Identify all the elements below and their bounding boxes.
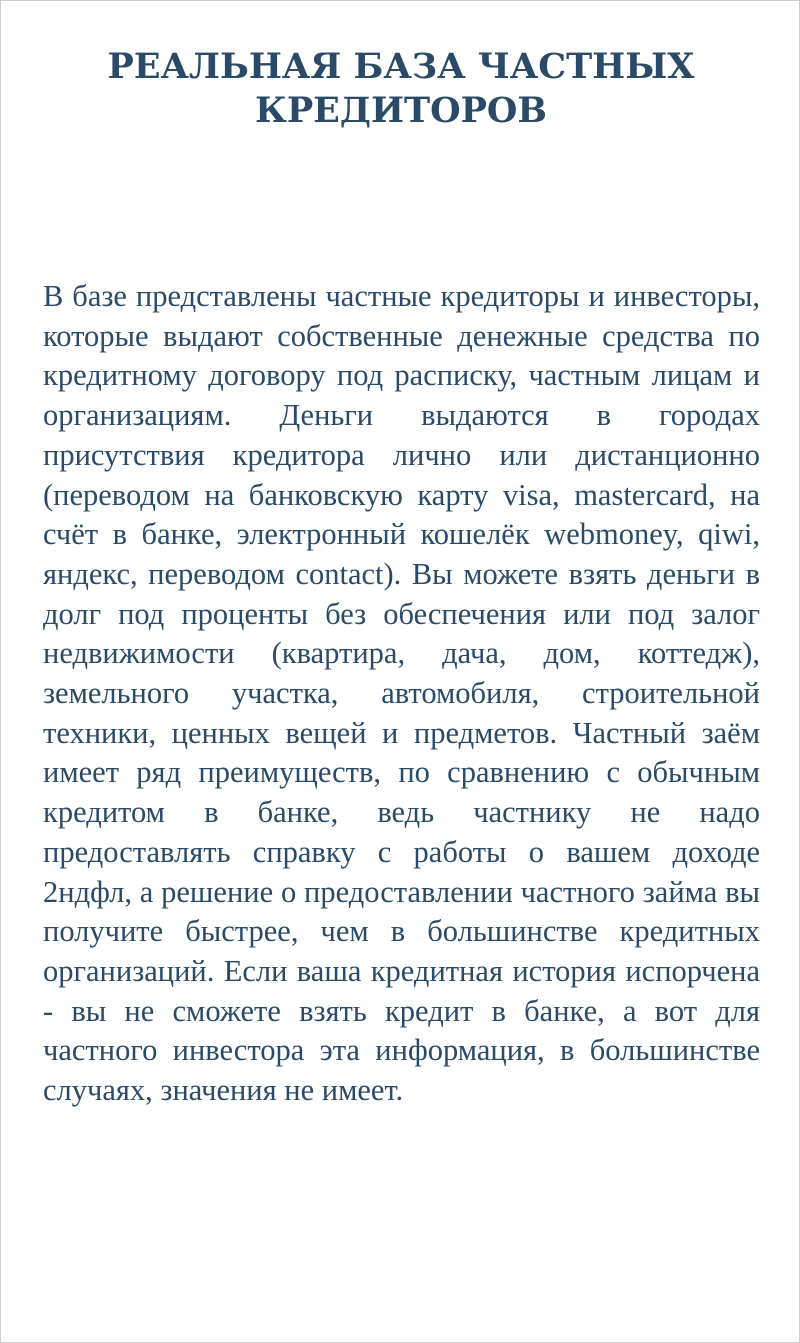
body-paragraph: В базе представлены частные кредиторы и инвесторы, которые выдают собственные денежные средства по кредитному договору под расписку, частным лицам и организациям. Деньги выдаются в городах присутствия кредитора лично или дистанционно (переводом на банковскую карту visa, mastercard, на счёт в банке, электронный кошелёк webmoney, qiwi, яндекс, переводом contact). Вы можете взять деньги в долг под проценты без обеспечения или под залог недвижимости (квартира, дача, дом, коттедж), земельного участка, автомобиля, строительной техники, ценных вещей и предметов. Частный заём имеет ряд преимуществ, по сравнению с обычным кредитом в банке, ведь частнику не надо предоставлять справку с работы о вашем доходе 2ндфл, а решение о предоставлении частного займа вы получите быстрее, чем в большинстве кредитных организаций. Если ваша кредитная история испорчена - вы не сможете взять кредит в банке, а вот для частного инвестора эта информация, в большинстве случаях, значения не имеет. xyxy=(43,279,760,1108)
page-title: РЕАЛЬНАЯ БАЗА ЧАСТНЫХ КРЕДИТОРОВ xyxy=(107,46,695,131)
